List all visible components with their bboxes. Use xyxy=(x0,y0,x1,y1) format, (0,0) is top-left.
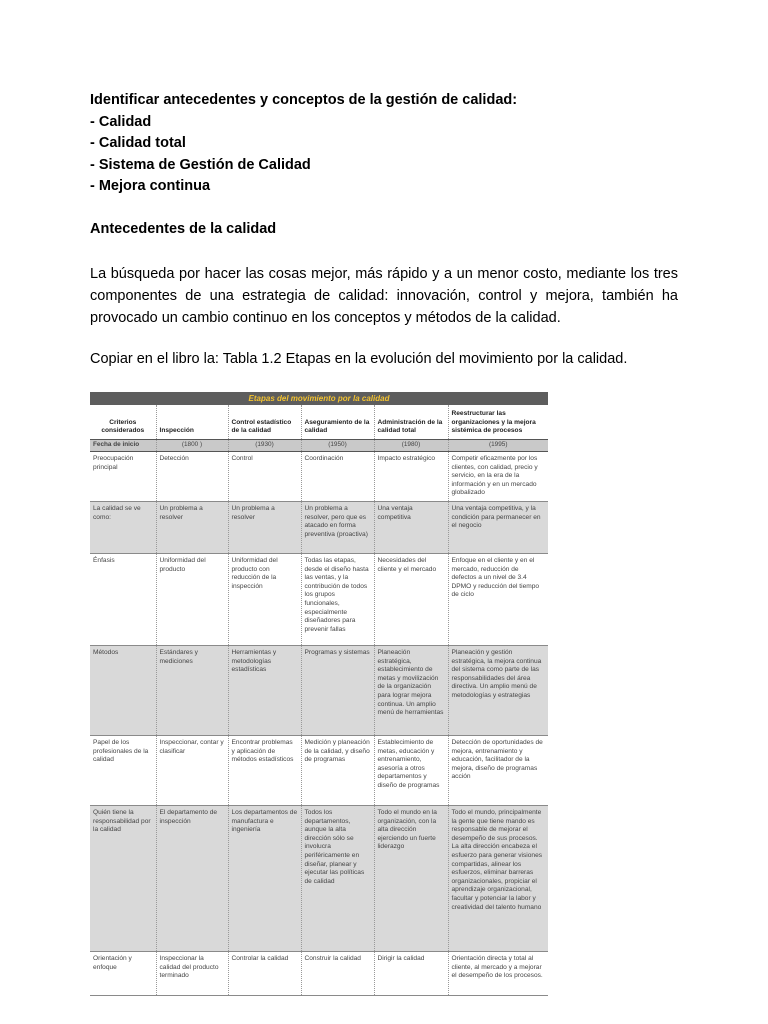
table-cell: Competir eficazmente por los clientes, con calidad, precio y servicio, en la era de la información y en un mercado globalizado xyxy=(448,452,548,502)
table-cell: Estándares y mediciones xyxy=(156,645,228,735)
table-cell: Planeación y gestión estratégica, la mejora continua del sistema como parte de las responsabilidades del área directiva. Un amplio menú de metodologías y estrategias xyxy=(448,645,548,735)
table-cell: Uniformidad del producto xyxy=(156,553,228,645)
table-cell: Herramientas y metodologías estadísticas xyxy=(228,645,301,735)
table-cell: Orientación y enfoque xyxy=(90,951,156,995)
heading-item-calidad: - Calidad xyxy=(90,113,152,130)
date-cell: (1950) xyxy=(301,440,374,452)
table-cell: Papel de los profesionales de la calidad xyxy=(90,735,156,805)
table-cell: Inspeccionar, contar y clasificar xyxy=(156,735,228,805)
column-header: Criterios considerados xyxy=(90,405,156,440)
table-header-row xyxy=(90,405,548,440)
table-cell: Programas y sistemas xyxy=(301,645,374,735)
table-cell: Medición y planeación de la calidad, y diseño de programas xyxy=(301,735,374,805)
heading-item-calidad-total: - Calidad total xyxy=(90,135,186,151)
table-cell: Preocupación principal xyxy=(90,452,156,502)
table-cell: Una ventaja competitiva, y la condición para permanecer en el negocio xyxy=(448,501,548,553)
main-heading: Identificar antecedentes y conceptos de la gestión de calidad: xyxy=(90,92,518,108)
table-cell: Un problema a resolver xyxy=(228,501,301,553)
copy-instruction: Copiar en el libro la: Tabla 1.2 Etapas en la evolución del movimiento por la calidad. xyxy=(90,351,628,367)
table-cell: Construir la calidad xyxy=(301,951,374,995)
table-cell: Coordinación xyxy=(301,452,374,502)
table-cell: Los departamentos de manufactura e ingeniería xyxy=(228,805,301,951)
table-cell: Control xyxy=(228,452,301,502)
heading-item-mejora: - Mejora continua xyxy=(90,178,211,194)
column-header: Control estadístico de la calidad xyxy=(228,405,301,440)
section-title: Antecedentes de la calidad xyxy=(90,221,277,237)
table-title: Etapas del movimiento por la calidad xyxy=(90,392,548,405)
date-cell: Fecha de inicio xyxy=(90,440,156,452)
table-cell: Todas las etapas, desde el diseño hasta las ventas, y la contribución de todos los grupos funcionales, especialmente diseñadores para prevenir fallas xyxy=(301,553,374,645)
table-cell: Un problema a resolver, pero que es atacado en forma preventiva (proactiva) xyxy=(301,501,374,553)
heading-block xyxy=(90,90,678,198)
column-header: Administración de la calidad total xyxy=(374,405,448,440)
table-cell: Controlar la calidad xyxy=(228,951,301,995)
table-cell: El departamento de inspección xyxy=(156,805,228,951)
stages-table xyxy=(90,405,548,996)
table-row xyxy=(90,553,548,645)
table-row xyxy=(90,951,548,995)
table-cell: Encontrar problemas y aplicación de métodos estadísticos xyxy=(228,735,301,805)
table-cell: Todo el mundo en la organización, con la alta dirección ejerciendo un fuerte liderazgo xyxy=(374,805,448,951)
date-cell: (1995) xyxy=(448,440,548,452)
table-row xyxy=(90,645,548,735)
table-cell: Quién tiene la responsabilidad por la calidad xyxy=(90,805,156,951)
table-cell: Impacto estratégico xyxy=(374,452,448,502)
column-header: Aseguramiento de la calidad xyxy=(301,405,374,440)
table-cell: Planeación estratégica, establecimiento de metas y movilización de la organización para lograr mejora continua. Un amplio menú de herramientas xyxy=(374,645,448,735)
intro-paragraph: La búsqueda por hacer las cosas mejor, más rápido y a un menor costo, mediante los tres componentes de una estrategia de calidad: innovación, control y mejora, también ha provocado un cambio continuo en los conceptos y métodos de la calidad. xyxy=(90,266,678,326)
table-cell: Uniformidad del producto con reducción de la inspección xyxy=(228,553,301,645)
table-cell: Todo el mundo, principalmente la gente que tiene mando es responsable de mejorar el desempeño de sus procesos. La alta dirección encabeza el esfuerzo para generar visiones compartidas, alinear los esfuerzos, eliminar barreras organizacionales, propiciar el aprendizaje organizacional, facultar y potenciar la labor y creatividad del talento humano xyxy=(448,805,548,951)
table-cell: Una ventaja competitiva xyxy=(374,501,448,553)
quality-stages-table xyxy=(90,392,548,1000)
table-cell: Detección de oportunidades de mejora, entrenamiento y educación, facilitador de la mejora, diseño de programas acción xyxy=(448,735,548,805)
table-cell: Necesidades del cliente y el mercado xyxy=(374,553,448,645)
table-row xyxy=(90,805,548,951)
table-dates-row xyxy=(90,440,548,452)
table-cell: Dirigir la calidad xyxy=(374,951,448,995)
table-row xyxy=(90,501,548,553)
date-cell: (1980) xyxy=(374,440,448,452)
table-cell: Un problema a resolver xyxy=(156,501,228,553)
heading-item-sistema: - Sistema de Gestión de Calidad xyxy=(90,156,311,173)
table-cell: Enfoque en el cliente y en el mercado, reducción de defectos a un nivel de 3.4 DPMO y reducción del tiempo de ciclo xyxy=(448,553,548,645)
date-cell: (1800 ) xyxy=(156,440,228,452)
date-cell: (1930) xyxy=(228,440,301,452)
table-cell: Todos los departamentos, aunque la alta dirección sólo se involucra periféricamente en diseñar, planear y ejecutar las políticas de calidad xyxy=(301,805,374,951)
table-cell: Detección xyxy=(156,452,228,502)
table-cell: Orientación directa y total al cliente, al mercado y a mejorar el desempeño de los procesos. xyxy=(448,951,548,995)
table-cell: Inspeccionar la calidad del producto terminado xyxy=(156,951,228,995)
table-cell: Métodos xyxy=(90,645,156,735)
table-row xyxy=(90,452,548,502)
table-cell: La calidad se ve como: xyxy=(90,501,156,553)
column-header: Reestructurar las organizaciones y la mejora sistémica de procesos xyxy=(448,405,548,440)
table-row xyxy=(90,735,548,805)
column-header: Inspección xyxy=(156,405,228,440)
table-cell: Establecimiento de metas, educación y entrenamiento, asesoría a otros departamentos y diseño de programas xyxy=(374,735,448,805)
table-cell: Énfasis xyxy=(90,553,156,645)
